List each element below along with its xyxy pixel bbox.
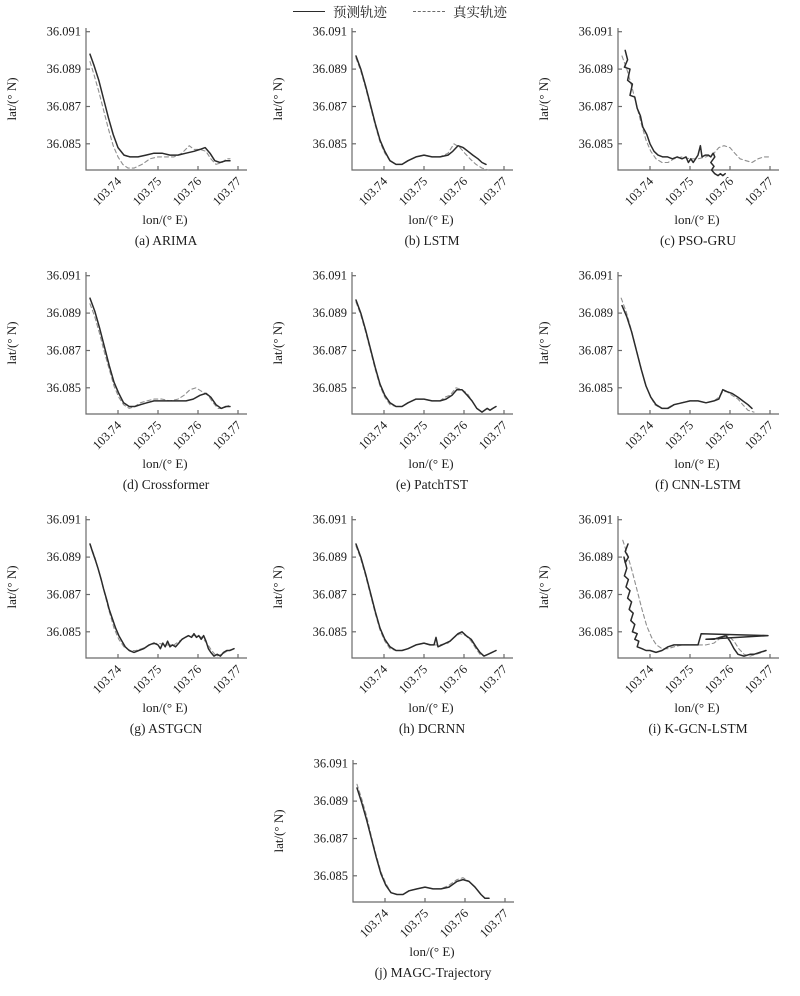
x-tick-label: 103.74 — [356, 906, 392, 941]
x-tick-label: 103.74 — [89, 174, 125, 209]
y-tick-label: 36.089 — [46, 550, 81, 565]
y-tick-label: 36.087 — [46, 99, 81, 114]
predicted-trajectory-line — [357, 788, 489, 898]
chart-caption-astgcn: (g) ASTGCN — [129, 721, 203, 736]
x-axis-label: lon/(° E) — [674, 700, 720, 715]
x-tick-label: 103.75 — [396, 906, 432, 941]
y-axis-label: lat/(° N) — [536, 321, 551, 365]
legend — [0, 0, 800, 20]
y-tick-label: 36.089 — [578, 550, 613, 565]
chart-caption-magc-trajectory: (j) MAGC-Trajectory — [374, 965, 492, 980]
x-tick-label: 103.76 — [169, 174, 205, 209]
x-tick-label: 103.76 — [169, 662, 205, 697]
x-tick-label: 103.76 — [435, 174, 471, 209]
actual-trajectory-line — [356, 546, 496, 656]
x-tick-label: 103.77 — [475, 174, 511, 209]
x-tick-label: 103.76 — [701, 662, 737, 697]
chart-caption-arima: (a) ARIMA — [134, 233, 198, 248]
x-tick-label: 103.76 — [436, 906, 472, 941]
y-tick-label: 36.087 — [312, 587, 347, 602]
y-tick-label: 36.091 — [578, 268, 613, 283]
y-axis-label: lat/(° N) — [270, 77, 285, 121]
x-tick-label: 103.74 — [621, 662, 657, 697]
y-tick-label: 36.091 — [312, 512, 347, 527]
x-axis-label: lon/(° E) — [142, 456, 188, 471]
x-tick-label: 103.76 — [169, 418, 205, 453]
chart-plot-astgcn — [0, 508, 266, 720]
x-tick-label: 103.77 — [209, 662, 245, 697]
charts-grid — [0, 20, 800, 996]
x-tick-label: 103.74 — [355, 174, 391, 209]
predicted-trajectory-line — [90, 298, 230, 408]
y-axis-label: lat/(° N) — [270, 321, 285, 365]
chart-caption-k-gcn-lstm: (i) K-GCN-LSTM — [648, 721, 748, 736]
charts-row-3 — [0, 508, 800, 752]
y-tick-label: 36.087 — [46, 343, 81, 358]
y-tick-label: 36.085 — [578, 136, 613, 151]
predicted-trajectory-line — [624, 544, 768, 656]
axis-spine — [353, 760, 514, 902]
y-tick-label: 36.089 — [312, 62, 347, 77]
charts-row-1 — [0, 20, 800, 264]
axis-spine — [352, 28, 513, 170]
x-tick-label: 103.77 — [209, 418, 245, 453]
x-tick-label: 103.75 — [129, 418, 165, 453]
actual-trajectory-line — [623, 540, 766, 656]
x-axis-label: lon/(° E) — [408, 700, 454, 715]
y-tick-label: 36.085 — [46, 624, 81, 639]
y-tick-label: 36.085 — [578, 380, 613, 395]
y-axis-label: lat/(° N) — [4, 321, 19, 365]
x-tick-label: 103.76 — [435, 418, 471, 453]
x-tick-label: 103.77 — [741, 662, 777, 697]
chart-plot-k-gcn-lstm — [532, 508, 798, 720]
x-tick-label: 103.74 — [355, 662, 391, 697]
x-axis-label: lon/(° E) — [409, 944, 455, 959]
predicted-trajectory-line — [622, 306, 752, 409]
axis-spine — [86, 272, 247, 414]
x-tick-label: 103.74 — [89, 418, 125, 453]
legend-label-predicted: 预测轨迹 — [333, 5, 387, 20]
y-tick-label: 36.091 — [313, 756, 348, 771]
solid-line-icon — [293, 11, 325, 12]
x-tick-label: 103.75 — [395, 174, 431, 209]
chart-panel-k-gcn-lstm — [532, 508, 798, 752]
chart-plot-crossformer — [0, 264, 266, 476]
actual-trajectory-line — [356, 58, 488, 170]
chart-panel-arima — [0, 20, 266, 264]
chart-caption-pso-gru: (c) PSO-GRU — [659, 233, 737, 248]
y-tick-label: 36.085 — [312, 380, 347, 395]
chart-caption-crossformer: (d) Crossformer — [122, 477, 210, 492]
y-tick-label: 36.091 — [46, 512, 81, 527]
y-tick-label: 36.087 — [312, 99, 347, 114]
x-tick-label: 103.75 — [395, 662, 431, 697]
x-tick-label: 103.75 — [395, 418, 431, 453]
x-tick-label: 103.77 — [741, 174, 777, 209]
chart-caption-patchtst: (e) PatchTST — [395, 477, 469, 492]
y-tick-label: 36.091 — [312, 24, 347, 39]
chart-plot-pso-gru — [532, 20, 798, 232]
actual-trajectory-line — [90, 544, 234, 656]
x-axis-label: lon/(° E) — [142, 700, 188, 715]
chart-plot-magc-trajectory — [267, 752, 533, 964]
y-axis-label: lat/(° N) — [536, 77, 551, 121]
charts-row-2 — [0, 264, 800, 508]
y-tick-label: 36.085 — [46, 136, 81, 151]
axis-spine — [86, 516, 247, 658]
x-tick-label: 103.77 — [741, 418, 777, 453]
y-tick-label: 36.087 — [578, 343, 613, 358]
x-axis-label: lon/(° E) — [674, 456, 720, 471]
chart-panel-dcrnn — [266, 508, 532, 752]
x-tick-label: 103.74 — [621, 418, 657, 453]
predicted-trajectory-line — [624, 50, 725, 175]
axis-spine — [352, 272, 513, 414]
chart-plot-lstm — [266, 20, 532, 232]
y-tick-label: 36.089 — [578, 306, 613, 321]
legend-item-predicted — [293, 1, 387, 21]
y-axis-label: lat/(° N) — [271, 809, 286, 853]
y-tick-label: 36.089 — [578, 62, 613, 77]
legend-label-actual: 真实轨迹 — [453, 5, 507, 20]
chart-caption-lstm: (b) LSTM — [404, 233, 460, 248]
chart-panel-cnn-lstm — [532, 264, 798, 508]
y-tick-label: 36.087 — [313, 831, 348, 846]
chart-panel-lstm — [266, 20, 532, 264]
x-axis-label: lon/(° E) — [674, 212, 720, 227]
x-tick-label: 103.75 — [129, 662, 165, 697]
chart-plot-cnn-lstm — [532, 264, 798, 476]
x-tick-label: 103.75 — [661, 174, 697, 209]
x-tick-label: 103.75 — [661, 418, 697, 453]
chart-panel-pso-gru — [532, 20, 798, 264]
y-tick-label: 36.089 — [46, 306, 81, 321]
y-tick-label: 36.085 — [312, 624, 347, 639]
dashed-line-icon — [413, 11, 445, 12]
x-axis-label: lon/(° E) — [408, 212, 454, 227]
axis-spine — [618, 272, 779, 414]
y-tick-label: 36.089 — [312, 550, 347, 565]
y-tick-label: 36.085 — [578, 624, 613, 639]
y-tick-label: 36.087 — [578, 587, 613, 602]
y-axis-label: lat/(° N) — [536, 565, 551, 609]
x-tick-label: 103.74 — [89, 662, 125, 697]
y-tick-label: 36.087 — [46, 587, 81, 602]
x-axis-label: lon/(° E) — [408, 456, 454, 471]
y-axis-label: lat/(° N) — [4, 565, 19, 609]
legend-item-actual — [413, 1, 507, 21]
x-tick-label: 103.76 — [701, 418, 737, 453]
chart-plot-arima — [0, 20, 266, 232]
actual-trajectory-line — [622, 56, 770, 163]
chart-panel-astgcn — [0, 508, 266, 752]
chart-caption-cnn-lstm: (f) CNN-LSTM — [655, 477, 741, 492]
x-tick-label: 103.77 — [475, 418, 511, 453]
y-tick-label: 36.091 — [46, 24, 81, 39]
y-tick-label: 36.089 — [313, 794, 348, 809]
chart-panel-magc-trajectory — [267, 752, 533, 996]
x-axis-label: lon/(° E) — [142, 212, 188, 227]
chart-plot-patchtst — [266, 264, 532, 476]
x-tick-label: 103.77 — [209, 174, 245, 209]
x-tick-label: 103.75 — [129, 174, 165, 209]
y-tick-label: 36.087 — [312, 343, 347, 358]
predicted-trajectory-line — [90, 544, 234, 656]
predicted-trajectory-line — [90, 54, 230, 162]
y-tick-label: 36.091 — [46, 268, 81, 283]
actual-trajectory-line — [356, 302, 496, 412]
chart-caption-dcrnn: (h) DCRNN — [398, 721, 466, 736]
axis-spine — [618, 28, 779, 170]
x-tick-label: 103.75 — [661, 662, 697, 697]
chart-panel-patchtst — [266, 264, 532, 508]
y-tick-label: 36.091 — [578, 24, 613, 39]
y-tick-label: 36.091 — [312, 268, 347, 283]
y-tick-label: 36.085 — [312, 136, 347, 151]
y-tick-label: 36.087 — [578, 99, 613, 114]
predicted-trajectory-line — [356, 544, 496, 656]
chart-panel-crossformer — [0, 264, 266, 508]
x-tick-label: 103.77 — [475, 662, 511, 697]
predicted-trajectory-line — [356, 300, 496, 412]
actual-trajectory-line — [90, 304, 230, 409]
x-tick-label: 103.76 — [701, 174, 737, 209]
axis-spine — [86, 28, 247, 170]
y-tick-label: 36.085 — [313, 868, 348, 883]
axis-spine — [352, 516, 513, 658]
y-tick-label: 36.089 — [312, 306, 347, 321]
x-tick-label: 103.76 — [435, 662, 471, 697]
charts-row-4 — [0, 752, 800, 996]
x-tick-label: 103.77 — [476, 906, 512, 941]
x-tick-label: 103.74 — [621, 174, 657, 209]
predicted-trajectory-line — [356, 56, 486, 164]
y-axis-label: lat/(° N) — [270, 565, 285, 609]
y-tick-label: 36.091 — [578, 512, 613, 527]
y-tick-label: 36.089 — [46, 62, 81, 77]
x-tick-label: 103.74 — [355, 418, 391, 453]
y-tick-label: 36.085 — [46, 380, 81, 395]
y-axis-label: lat/(° N) — [4, 77, 19, 121]
chart-plot-dcrnn — [266, 508, 532, 720]
